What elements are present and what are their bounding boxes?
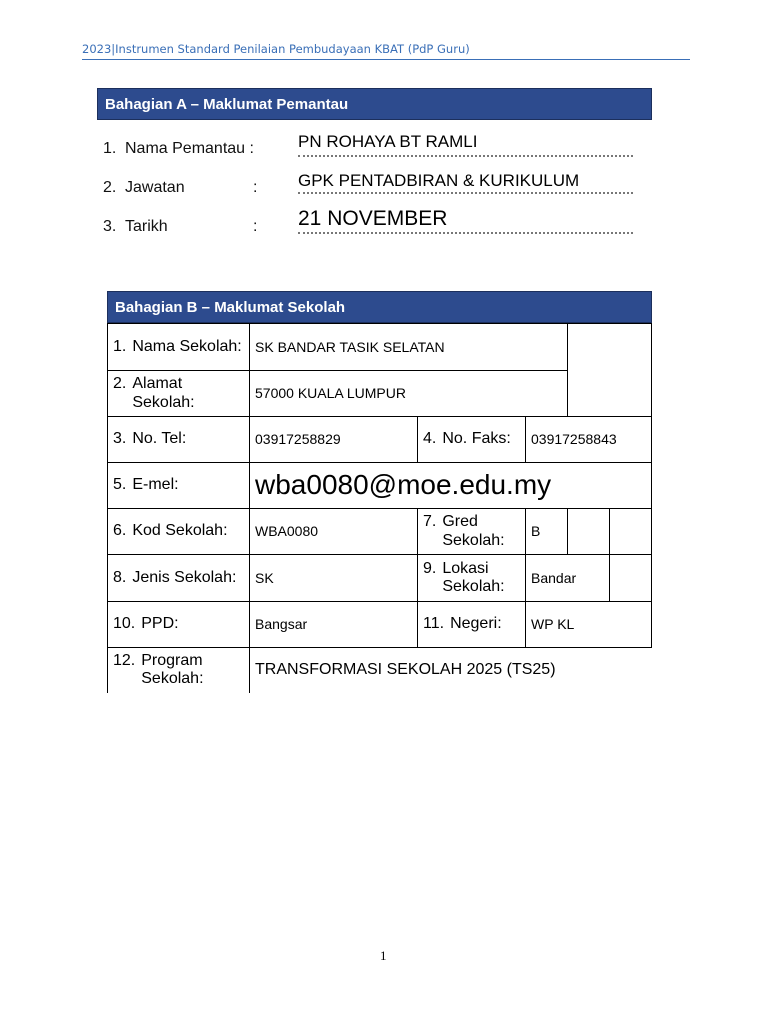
row-number: 7. <box>423 513 437 531</box>
blank-cell <box>610 555 652 602</box>
faks-value: 03917258843 <box>526 417 652 463</box>
row-number: 3. <box>113 430 127 448</box>
negeri-label-cell <box>418 602 526 648</box>
row-colon: : <box>253 218 258 235</box>
jenis-label-cell <box>108 555 250 602</box>
page-number: 1 <box>380 948 387 963</box>
emel-value: wba0080@moe.edu.my <box>250 463 652 509</box>
ppd-label-cell <box>108 602 250 648</box>
lokasi-label-cell <box>418 555 526 602</box>
row-label: Tarikh <box>125 218 168 235</box>
row-number: 6. <box>113 522 127 540</box>
program-value: TRANSFORMASI SEKOLAH 2025 (TS25) <box>250 648 652 693</box>
row-label: E-mel: <box>132 476 179 494</box>
pemantau-name-dotted-line <box>298 155 633 157</box>
row-number: 8. <box>113 568 127 586</box>
row-label: Alamat Sekolah: <box>132 375 195 411</box>
gred-value: B <box>526 509 568 555</box>
page-header: 2023|Instrumen Standard Penilaian Pembudayaan KBAT (PdP Guru) <box>82 42 470 56</box>
ppd-value: Bangsar <box>250 602 418 648</box>
header-divider <box>82 59 690 60</box>
negeri-value: WP KL <box>526 602 652 648</box>
emel-label-cell <box>108 463 250 509</box>
tel-value: 03917258829 <box>250 417 418 463</box>
row-label: No. Faks: <box>442 430 511 448</box>
blank-cell <box>610 509 652 555</box>
row-label: Nama Pemantau : <box>125 140 254 157</box>
row-label: Nama Sekolah: <box>132 337 242 355</box>
table-row <box>108 324 652 371</box>
row-number: 1. <box>103 140 117 157</box>
alamat-label-cell <box>108 371 250 417</box>
row-label: Lokasi Sekolah: <box>442 559 505 595</box>
tel-label-cell <box>108 417 250 463</box>
row-label: Jenis Sekolah: <box>132 568 237 586</box>
row-number: 10. <box>113 615 136 633</box>
row-number: 4. <box>423 430 437 448</box>
jawatan-value: GPK PENTADBIRAN & KURIKULUM <box>298 171 580 190</box>
row-label: Program Sekolah: <box>141 651 204 688</box>
program-label-cell <box>108 648 250 693</box>
blank-cell <box>568 509 610 555</box>
table-row <box>108 417 652 463</box>
pemantau-name-value: PN ROHAYA BT RAMLI <box>298 132 478 151</box>
section-a-title <box>97 88 652 120</box>
row-number: 2. <box>103 179 117 196</box>
faks-label-cell <box>418 417 526 463</box>
school-info-table <box>107 323 652 693</box>
table-row <box>108 602 652 648</box>
tarikh-dotted-line <box>298 232 633 234</box>
row-label: Gred Sekolah: <box>442 513 505 549</box>
row-number: 3. <box>103 218 117 235</box>
section-b-title-text: Bahagian B – Maklumat Sekolah <box>115 298 346 316</box>
tarikh-value: 21 NOVEMBER <box>298 207 448 230</box>
alamat-value: 57000 KUALA LUMPUR <box>250 371 568 417</box>
row-number: 11. <box>423 615 445 633</box>
nama-label-cell <box>108 324 250 371</box>
row-label: PPD: <box>141 615 179 633</box>
table-row <box>108 509 652 555</box>
row-number: 1. <box>113 337 127 355</box>
row-number: 12. <box>113 651 136 669</box>
table-row <box>108 555 652 602</box>
jawatan-row <box>103 179 258 197</box>
section-a-title-text: Bahagian A – Maklumat Pemantau <box>105 95 349 113</box>
gred-label-cell <box>418 509 526 555</box>
nama-value: SK BANDAR TASIK SELATAN <box>250 324 568 371</box>
row-number: 5. <box>113 476 127 494</box>
row-label: No. Tel: <box>132 430 187 448</box>
row-number: 9. <box>423 559 437 577</box>
tarikh-row <box>103 218 258 236</box>
row-label: Jawatan <box>125 179 185 196</box>
row-colon: : <box>253 179 258 196</box>
lokasi-value: Bandar <box>526 555 610 602</box>
section-b-title <box>107 291 652 323</box>
jawatan-dotted-line <box>298 192 633 194</box>
pemantau-name-row <box>103 140 254 158</box>
kod-label-cell <box>108 509 250 555</box>
row-label: Kod Sekolah: <box>132 522 228 540</box>
table-row <box>108 463 652 509</box>
row-number: 2. <box>113 375 127 393</box>
table-row <box>108 648 652 693</box>
row-label: Negeri: <box>450 615 502 633</box>
jenis-value: SK <box>250 555 418 602</box>
blank-cell <box>568 324 652 417</box>
kod-value: WBA0080 <box>250 509 418 555</box>
